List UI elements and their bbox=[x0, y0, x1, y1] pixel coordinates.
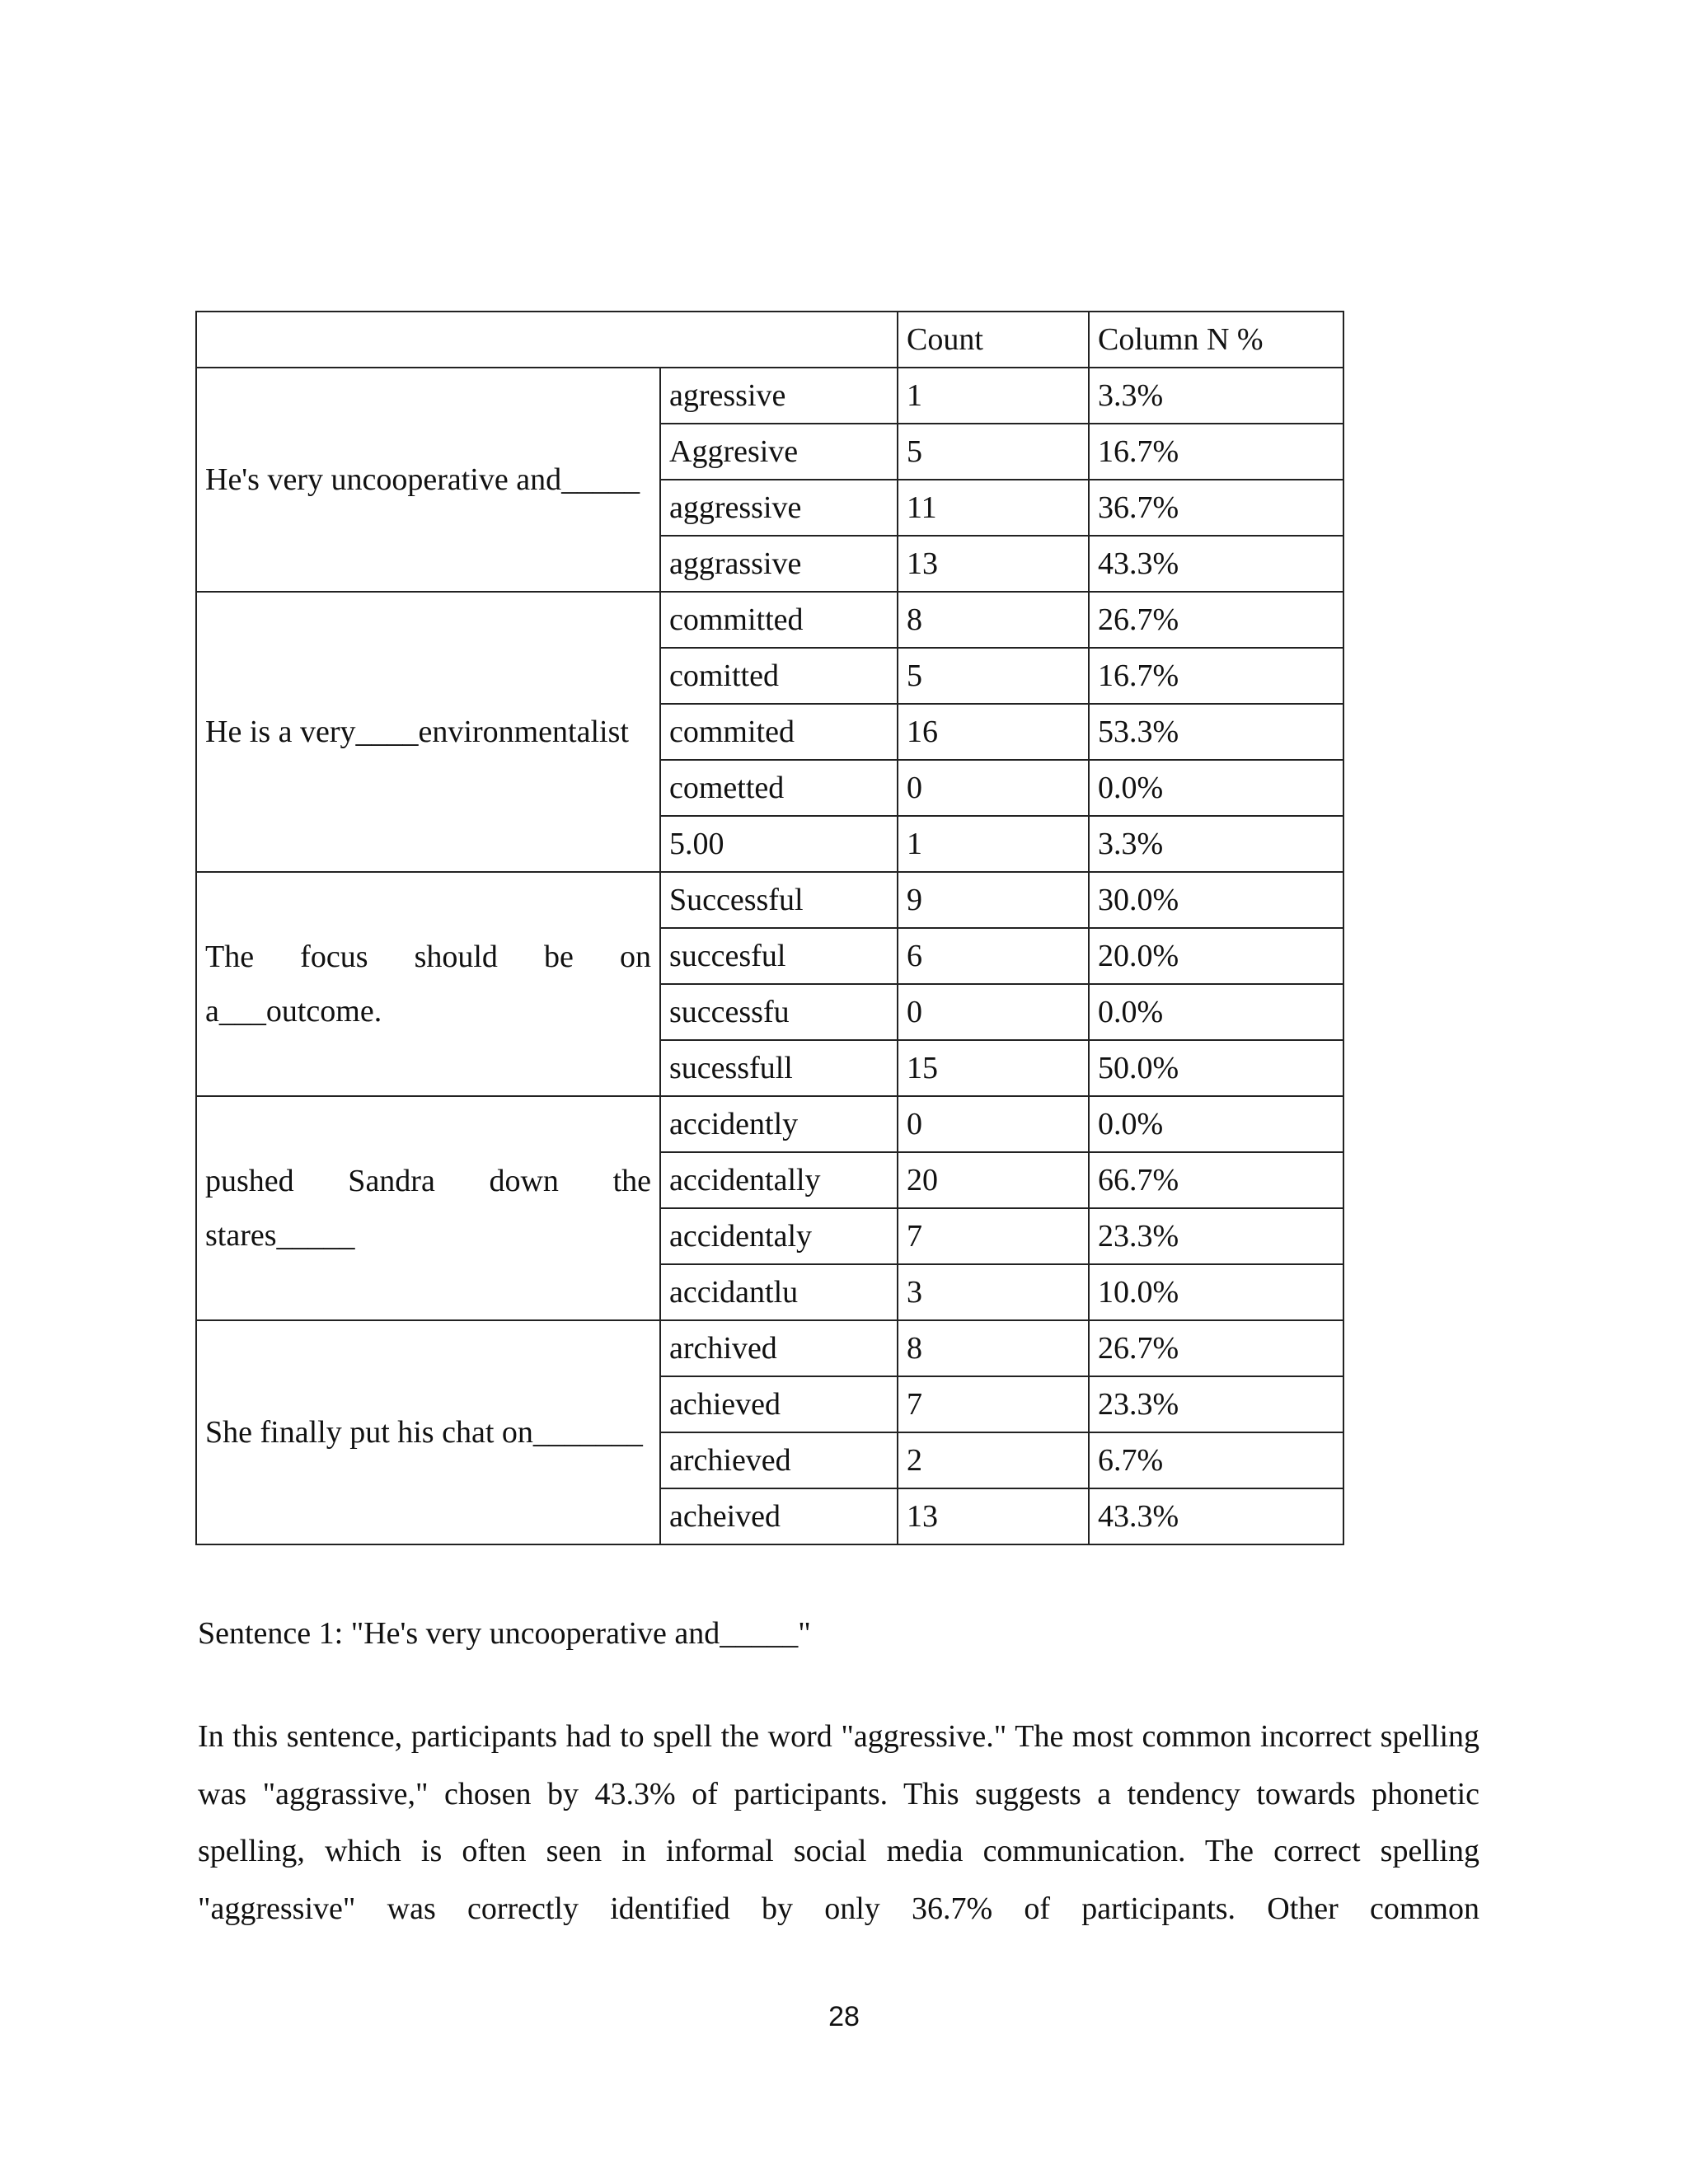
percent-cell: 16.7% bbox=[1089, 424, 1343, 480]
percent-cell: 26.7% bbox=[1089, 592, 1343, 648]
percent-cell: 50.0% bbox=[1089, 1040, 1343, 1096]
percent-cell: 30.0% bbox=[1089, 872, 1343, 928]
percent-cell: 43.3% bbox=[1089, 1488, 1343, 1544]
answer-cell: aggrassive bbox=[660, 536, 898, 592]
count-cell: 1 bbox=[898, 816, 1089, 872]
percent-cell: 16.7% bbox=[1089, 648, 1343, 704]
answer-cell: accidently bbox=[660, 1096, 898, 1152]
table-row bbox=[196, 1320, 1343, 1376]
count-cell: 8 bbox=[898, 592, 1089, 648]
percent-cell: 0.0% bbox=[1089, 1096, 1343, 1152]
spelling-frequency-table bbox=[195, 311, 1344, 1545]
body-paragraph: In this sentence, participants had to spell the word "aggressive." The most common incorrect spelling was "aggrassive," chosen by 43.3% of participants. This suggests a tendency towards phonetic spelling, which is often seen in informal social media communication. The correct spelling "aggressive" was correctly identified by only 36.7% of participants. Other common bbox=[198, 1719, 1479, 1926]
answer-cell: Aggresive bbox=[660, 424, 898, 480]
percent-cell: 26.7% bbox=[1089, 1320, 1343, 1376]
answer-cell: comitted bbox=[660, 648, 898, 704]
sentence-cell: pushed Sandra down the stares_____ bbox=[196, 1096, 660, 1320]
answer-cell: sucessfull bbox=[660, 1040, 898, 1096]
page-number: 28 bbox=[828, 2001, 860, 2032]
count-cell: 3 bbox=[898, 1264, 1089, 1320]
table-row bbox=[196, 592, 1343, 648]
answer-cell: achieved bbox=[660, 1376, 898, 1432]
count-cell: 15 bbox=[898, 1040, 1089, 1096]
answer-cell: successfu bbox=[660, 984, 898, 1040]
count-cell: 8 bbox=[898, 1320, 1089, 1376]
count-cell: 0 bbox=[898, 1096, 1089, 1152]
percent-cell: 3.3% bbox=[1089, 368, 1343, 424]
count-cell: 11 bbox=[898, 480, 1089, 536]
header-column-percent: Column N % bbox=[1089, 312, 1343, 368]
percent-cell: 23.3% bbox=[1089, 1208, 1343, 1264]
percent-cell: 53.3% bbox=[1089, 704, 1343, 760]
answer-cell: archieved bbox=[660, 1432, 898, 1488]
count-cell: 13 bbox=[898, 536, 1089, 592]
section-heading: Sentence 1: "He's very uncooperative and_____" bbox=[198, 1616, 811, 1651]
answer-cell: archived bbox=[660, 1320, 898, 1376]
header-count: Count bbox=[898, 312, 1089, 368]
percent-cell: 20.0% bbox=[1089, 928, 1343, 984]
answer-cell: Successful bbox=[660, 872, 898, 928]
answer-cell: aggressive bbox=[660, 480, 898, 536]
answer-cell: accidantlu bbox=[660, 1264, 898, 1320]
sentence-cell: The focus should be on a___outcome. bbox=[196, 872, 660, 1096]
count-cell: 1 bbox=[898, 368, 1089, 424]
percent-cell: 6.7% bbox=[1089, 1432, 1343, 1488]
answer-cell: accidentaly bbox=[660, 1208, 898, 1264]
answer-cell: commited bbox=[660, 704, 898, 760]
answer-cell: succesful bbox=[660, 928, 898, 984]
sentence-cell: She finally put his chat on_______ bbox=[196, 1320, 660, 1544]
table-header-row bbox=[196, 312, 1343, 368]
count-cell: 13 bbox=[898, 1488, 1089, 1544]
answer-cell: accidentally bbox=[660, 1152, 898, 1208]
percent-cell: 0.0% bbox=[1089, 984, 1343, 1040]
table-row bbox=[196, 872, 1343, 928]
percent-cell: 0.0% bbox=[1089, 760, 1343, 816]
count-cell: 7 bbox=[898, 1376, 1089, 1432]
answer-cell: 5.00 bbox=[660, 816, 898, 872]
count-cell: 5 bbox=[898, 648, 1089, 704]
percent-cell: 3.3% bbox=[1089, 816, 1343, 872]
percent-cell: 10.0% bbox=[1089, 1264, 1343, 1320]
count-cell: 5 bbox=[898, 424, 1089, 480]
sentence-cell: He's very uncooperative and_____ bbox=[196, 368, 660, 592]
percent-cell: 66.7% bbox=[1089, 1152, 1343, 1208]
count-cell: 7 bbox=[898, 1208, 1089, 1264]
count-cell: 6 bbox=[898, 928, 1089, 984]
count-cell: 20 bbox=[898, 1152, 1089, 1208]
percent-cell: 23.3% bbox=[1089, 1376, 1343, 1432]
answer-cell: acheived bbox=[660, 1488, 898, 1544]
table-row bbox=[196, 1096, 1343, 1152]
count-cell: 9 bbox=[898, 872, 1089, 928]
count-cell: 16 bbox=[898, 704, 1089, 760]
table-row bbox=[196, 368, 1343, 424]
count-cell: 0 bbox=[898, 760, 1089, 816]
percent-cell: 43.3% bbox=[1089, 536, 1343, 592]
percent-cell: 36.7% bbox=[1089, 480, 1343, 536]
count-cell: 0 bbox=[898, 984, 1089, 1040]
answer-cell: committed bbox=[660, 592, 898, 648]
count-cell: 2 bbox=[898, 1432, 1089, 1488]
header-blank-cell bbox=[196, 312, 898, 368]
answer-cell: cometted bbox=[660, 760, 898, 816]
sentence-cell: He is a very____environmentalist bbox=[196, 592, 660, 872]
answer-cell: agressive bbox=[660, 368, 898, 424]
